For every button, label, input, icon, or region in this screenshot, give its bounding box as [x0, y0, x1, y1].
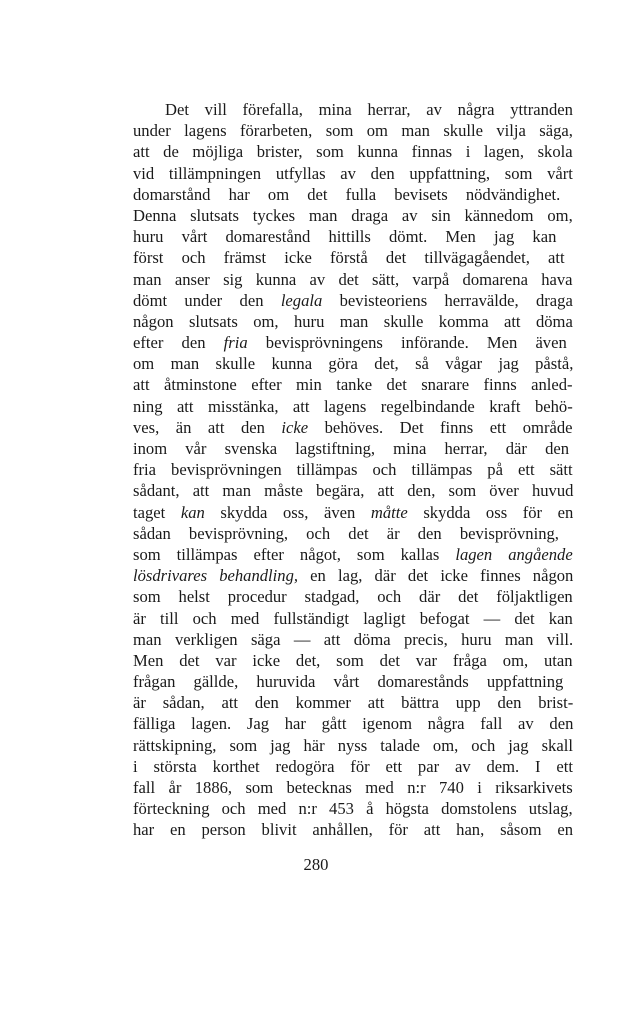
emphasized-text: lagen angående: [455, 544, 573, 564]
text-segment: ning att misstänka, att lagens regelbindande kraft behö-: [133, 396, 573, 416]
text-segment: har en person blivit anhållen, för att han, såsom en: [133, 820, 574, 840]
text-line: [133, 438, 573, 459]
text-segment: att de möjliga brister, som kunna finnas i lagen, skola: [133, 142, 573, 162]
text-segment: under lagens förarbeten, som om man skulle vilja säga,: [133, 121, 573, 141]
text-segment: ves, än att den: [133, 417, 282, 437]
text-segment: skydda oss för en: [407, 502, 574, 522]
text-segment: vid tillämpningen utfyllas av den uppfattning, som vårt: [133, 163, 573, 183]
text-segment: frågan gällde, huruvida vårt domarestånds uppfattning: [133, 672, 564, 692]
text-line: [133, 99, 573, 120]
text-segment: huru vårt domarestånd hittills dömt. Men jag kan: [133, 227, 557, 247]
text-segment: först och främst icke förstå det tillvägagåendet, att: [133, 248, 565, 268]
text-line: [133, 226, 573, 247]
text-segment: skydda oss, även: [204, 502, 371, 522]
text-segment: dömt under den: [133, 290, 281, 310]
text-line: [133, 565, 573, 586]
text-segment: förteckning och med n:r 453 å högsta domstolens utslag,: [133, 799, 573, 819]
text-line: [133, 459, 573, 480]
text-line: [133, 396, 573, 417]
page-number: 280: [303, 855, 329, 874]
text-line: [133, 586, 573, 607]
text-segment: efter den: [133, 333, 224, 353]
text-line: [133, 205, 573, 226]
text-line: [133, 247, 573, 268]
text-line: [133, 374, 573, 395]
text-segment: inom vår svenska lagstiftning, mina herrar, där den: [133, 439, 570, 458]
text-segment: Men det var icke det, som det var fråga om, utan: [133, 650, 573, 670]
text-line: [133, 502, 573, 523]
text-segment: man verkligen säga — att döma precis, huru man vill.: [133, 629, 574, 649]
text-segment: domarstånd har om det fulla bevisets nödvändighet.: [133, 184, 561, 204]
text-segment: Denna slutsats tyckes man draga av sin kännedom om,: [133, 205, 573, 225]
text-segment: om man skulle kunna göra det, så vågar jag påstå,: [133, 354, 574, 374]
text-line: [133, 184, 573, 205]
text-line: [133, 713, 573, 734]
text-segment: sådant, att man måste begära, att den, som över huvud: [133, 481, 574, 501]
text-line: [133, 523, 573, 544]
text-segment: fälliga lagen. Jag har gått igenom några fall av den: [133, 714, 574, 734]
emphasized-text: fria: [223, 333, 248, 353]
text-line: [133, 777, 573, 798]
text-line: [133, 311, 573, 332]
text-line: [133, 353, 573, 374]
text-segment: en lag, där det icke finnes någon: [298, 566, 574, 586]
text-segment: man anser sig kunna av det sätt, varpå domarena hava: [133, 269, 573, 289]
emphasized-text: icke: [281, 417, 309, 437]
text-segment: är sådan, att den kommer att bättra upp den brist-: [133, 693, 574, 713]
text-segment: fall år 1886, som betecknas med n:r 740 i riksarkivets: [133, 778, 573, 797]
text-segment: sådan bevisprövning, och det är den bevisprövning,: [133, 523, 559, 543]
text-segment: bevisprövningens införande. Men även: [247, 333, 567, 353]
text-line: [133, 756, 573, 777]
emphasized-text: kan: [180, 502, 205, 522]
text-segment: taget: [133, 502, 181, 522]
emphasized-text: legala: [280, 290, 323, 310]
text-segment: som tillämpas efter något, som kallas: [133, 544, 456, 564]
emphasized-text: måtte: [370, 502, 408, 522]
text-segment: behöves. Det finns ett område: [308, 417, 573, 437]
text-line: [133, 120, 573, 141]
text-line: [133, 608, 573, 629]
text-line: [133, 544, 573, 565]
text-line: [133, 798, 573, 819]
text-line: [133, 692, 573, 713]
text-line: [133, 671, 573, 692]
text-line: [133, 163, 573, 184]
text-line: [133, 290, 573, 311]
text-segment: fria bevisprövningen tillämpas och tillämpas på ett sätt: [133, 460, 573, 480]
text-segment: att åtminstone efter min tanke det snarare finns anled-: [133, 375, 573, 395]
text-line: [133, 735, 573, 756]
text-line: [133, 480, 573, 501]
text-line: [133, 650, 573, 671]
text-line: [133, 141, 573, 162]
text-segment: är till och med fullständigt lagligt befogat — det kan: [133, 608, 573, 628]
text-line: [133, 269, 573, 290]
text-segment: som helst procedur stadgad, och där det följaktligen: [133, 587, 573, 607]
body-text: [133, 99, 573, 841]
text-line: [133, 819, 573, 840]
text-line: [133, 629, 573, 650]
text-segment: någon slutsats om, huru man skulle komma att döma: [133, 311, 573, 331]
text-segment: bevisteoriens herravälde, draga: [322, 290, 573, 310]
emphasized-text: lösdrivares behandling,: [133, 566, 299, 586]
text-line: [133, 332, 573, 353]
text-segment: i största korthet redogöra för ett par av dem. I ett: [133, 756, 574, 776]
text-segment: rättskipning, som jag här nyss talade om, och jag skall: [133, 735, 573, 755]
text-segment: Det vill förefalla, mina herrar, av några yttranden: [165, 100, 573, 119]
text-line: [133, 417, 573, 438]
